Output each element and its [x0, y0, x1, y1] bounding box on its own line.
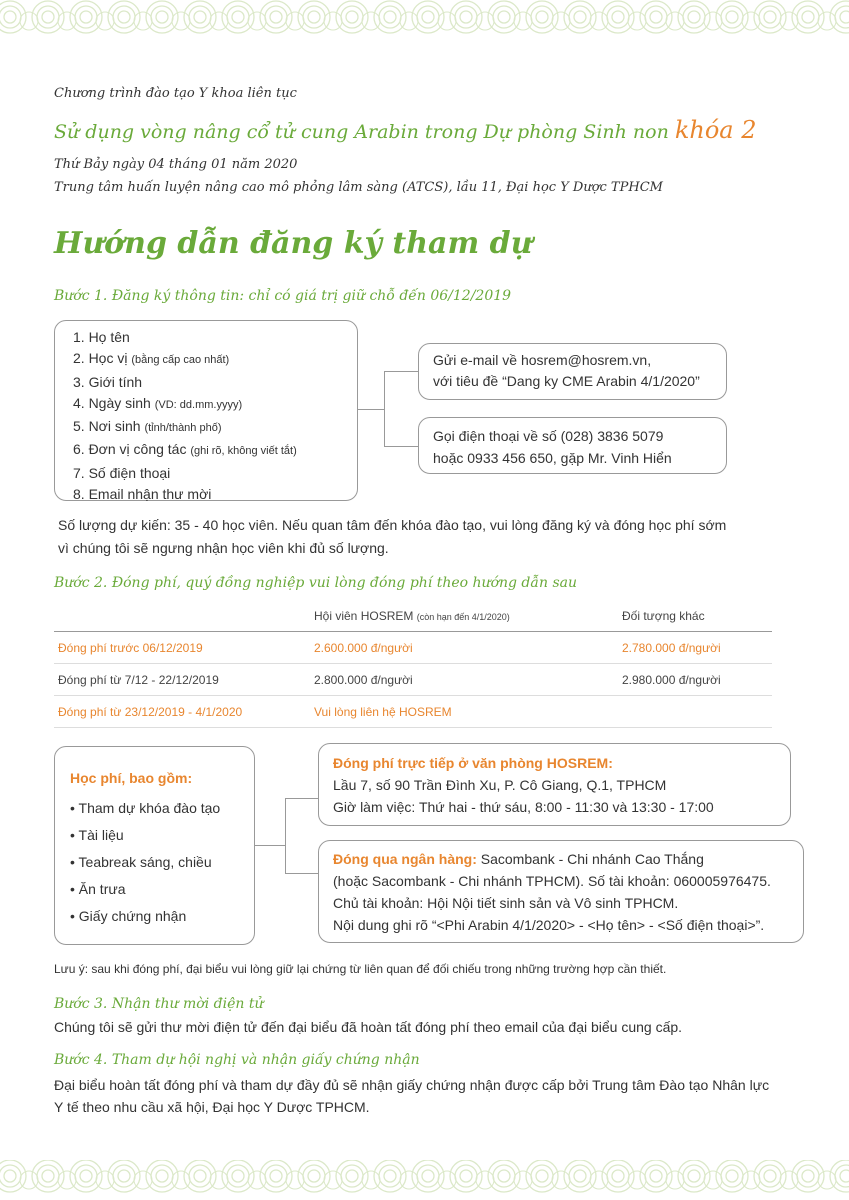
phone-contact-box [418, 417, 727, 474]
course-name: Sử dụng vòng nâng cổ tử cung Arabin trong Dự phòng Sinh non [54, 121, 669, 143]
registration-field [73, 416, 357, 439]
table-row [54, 696, 772, 728]
field-label: 7. Số điện thoại [73, 464, 171, 481]
field-label: 4. Ngày sinh [73, 394, 151, 411]
capacity-note [58, 514, 798, 560]
payment-note: Lưu ý: sau khi đóng phí, đại biểu vui lòng giữ lại chứng từ liên quan để đối chiếu trong những trường hợp cần thiết. [54, 962, 667, 976]
table-row [54, 664, 772, 696]
connector-line [255, 845, 285, 846]
field-note: (ghi rõ, không viết tắt) [190, 445, 297, 458]
step1-title: Bước 1. Đăng ký thông tin: [54, 288, 245, 304]
bank-title: Đóng qua ngân hàng: [333, 851, 477, 867]
decorative-footer-band [0, 1160, 849, 1200]
fee-table-header [54, 600, 772, 632]
registration-field [73, 327, 357, 348]
field-label: 6. Đơn vị công tác [73, 441, 187, 458]
office-hours: Giờ làm việc: Thứ hai - thứ sáu, 8:00 - 11:30 và 13:30 - 17:00 [333, 799, 714, 815]
step4-line-1: Đại biểu hoàn tất đóng phí và tham dự đầy đủ sẽ nhận giấy chứng nhận được cấp bởi Trung tâm Đào tạo Nhân lực [54, 1077, 770, 1093]
registration-field [73, 348, 357, 371]
event-date: Thứ Bảy ngày 04 tháng 01 năm 2020 [54, 157, 298, 172]
header-member-label: Hội viên HOSREM [314, 609, 414, 623]
registration-field [73, 439, 357, 462]
step4-line-2: Y tế theo nhu cầu xã hội, Đại học Y Dược TPHCM. [54, 1099, 370, 1115]
bank-payment-box [318, 840, 804, 943]
phone-line-1: Gọi điện thoại về số (028) 3836 5079 [433, 428, 664, 444]
bank-branch: Sacombank - Chi nhánh Cao Thắng [480, 851, 704, 867]
field-note: (bằng cấp cao nhất) [131, 354, 230, 367]
program-name: Chương trình đào tạo Y khoa liên tục [54, 86, 297, 101]
field-label: 8. Email nhận thư mời [73, 486, 212, 503]
step4-title: Bước 4. Tham dự hội nghị và nhận giấy chứng nhận [54, 1052, 420, 1068]
event-venue: Trung tâm huấn luyện nâng cao mô phỏng lâm sàng (ATCS), lầu 11, Đại học Y Dược TPHCM [54, 180, 663, 195]
field-note: (tỉnh/thành phố) [144, 422, 222, 435]
fee-other: 2.980.000 đ/người [622, 673, 721, 687]
guide-title: Hướng dẫn đăng ký tham dự [54, 226, 533, 261]
registration-field [73, 484, 357, 505]
decorative-header-band [0, 0, 849, 42]
fee-period: Đóng phí từ 7/12 - 22/12/2019 [58, 673, 219, 687]
includes-title: Học phí, bao gồm: [70, 770, 193, 786]
registration-field [73, 463, 357, 484]
field-label: 3. Giới tính [73, 373, 143, 390]
fee-period: Đóng phí từ 23/12/2019 - 4/1/2020 [58, 705, 243, 719]
step4-body [54, 1074, 794, 1118]
step3-title: Bước 3. Nhận thư mời điện tử [54, 996, 264, 1012]
step2-heading [54, 575, 577, 591]
fee-member: 2.800.000 đ/người [314, 673, 413, 687]
connector-line [358, 409, 384, 410]
connector-bracket [285, 798, 319, 874]
fee-other: 2.780.000 đ/người [622, 641, 721, 655]
field-label: 1. Họ tên [73, 329, 130, 345]
fee-member: Vui lòng liên hệ HOSREM [314, 705, 452, 719]
bank-line-3: Chủ tài khoản: Hội Nội tiết sinh sản và Vô sinh TPHCM. [333, 895, 679, 911]
course-title [54, 116, 756, 144]
office-title: Đóng phí trực tiếp ở văn phòng HOSREM: [333, 755, 613, 771]
fee-table [54, 600, 772, 728]
email-line-2: với tiêu đề “Dang ky CME Arabin 4/1/2020” [433, 373, 700, 389]
fee-period: Đóng phí trước 06/12/2019 [58, 641, 203, 655]
step1-heading [54, 288, 511, 304]
email-line-1: Gửi e-mail về hosrem@hosrem.vn, [433, 352, 652, 368]
course-edition: khóa 2 [674, 116, 757, 144]
list-item: • Tài liệu [70, 827, 124, 843]
registration-fields-box [54, 320, 358, 501]
step3-body: Chúng tôi sẽ gửi thư mời điện tử đến đại biểu đã hoàn tất đóng phí theo email của đại biểu cung cấp. [54, 1019, 683, 1035]
phone-line-2: hoặc 0933 456 650, gặp Mr. Vinh Hiển [433, 450, 672, 466]
header-member-note: (còn hạn đến 4/1/2020) [416, 612, 510, 622]
field-note: (VD: dd.mm.yyyy) [154, 398, 243, 411]
header-other: Đối tượng khác [622, 609, 705, 623]
table-row [54, 632, 772, 664]
fee-member: 2.600.000 đ/người [314, 641, 413, 655]
list-item: • Tham dự khóa đào tạo [70, 800, 221, 816]
field-label: 2. Học vị [73, 350, 128, 367]
field-label: 5. Nơi sinh [73, 418, 141, 435]
capacity-line-1: Số lượng dự kiến: 35 - 40 học viên. Nếu quan tâm đến khóa đào tạo, vui lòng đăng ký và đóng học phí sớm [58, 517, 727, 533]
list-item: • Teabreak sáng, chiều [70, 854, 212, 870]
header-member [314, 609, 510, 623]
registration-field [73, 393, 357, 416]
capacity-line-2: vì chúng tôi sẽ ngưng nhận học viên khi đủ số lượng. [58, 540, 389, 556]
list-item: • Giấy chứng nhận [70, 908, 187, 924]
fee-includes-box [54, 746, 255, 945]
registration-field [73, 372, 357, 393]
bank-line-1 [333, 848, 803, 870]
step2-subtitle: quý đồng nghiệp vui lòng đóng phí theo hướng dẫn sau [185, 575, 577, 591]
office-payment-box [318, 743, 791, 826]
bank-line-4: Nội dung ghi rõ “<Phi Arabin 4/1/2020> - <Họ tên> - <Số điện thoại>”. [333, 917, 765, 933]
list-item: • Ăn trưa [70, 881, 126, 897]
step2-title: Bước 2. Đóng phí, [54, 575, 181, 591]
connector-bracket [384, 371, 419, 447]
office-address: Lầu 7, số 90 Trần Đình Xu, P. Cô Giang, Q.1, TPHCM [333, 777, 667, 793]
bank-line-2: (hoặc Sacombank - Chi nhánh TPHCM). Số tài khoản: 060005976475. [333, 873, 771, 889]
email-contact-box [418, 343, 727, 400]
step1-subtitle: chỉ có giá trị giữ chỗ đến 06/12/2019 [248, 288, 512, 304]
